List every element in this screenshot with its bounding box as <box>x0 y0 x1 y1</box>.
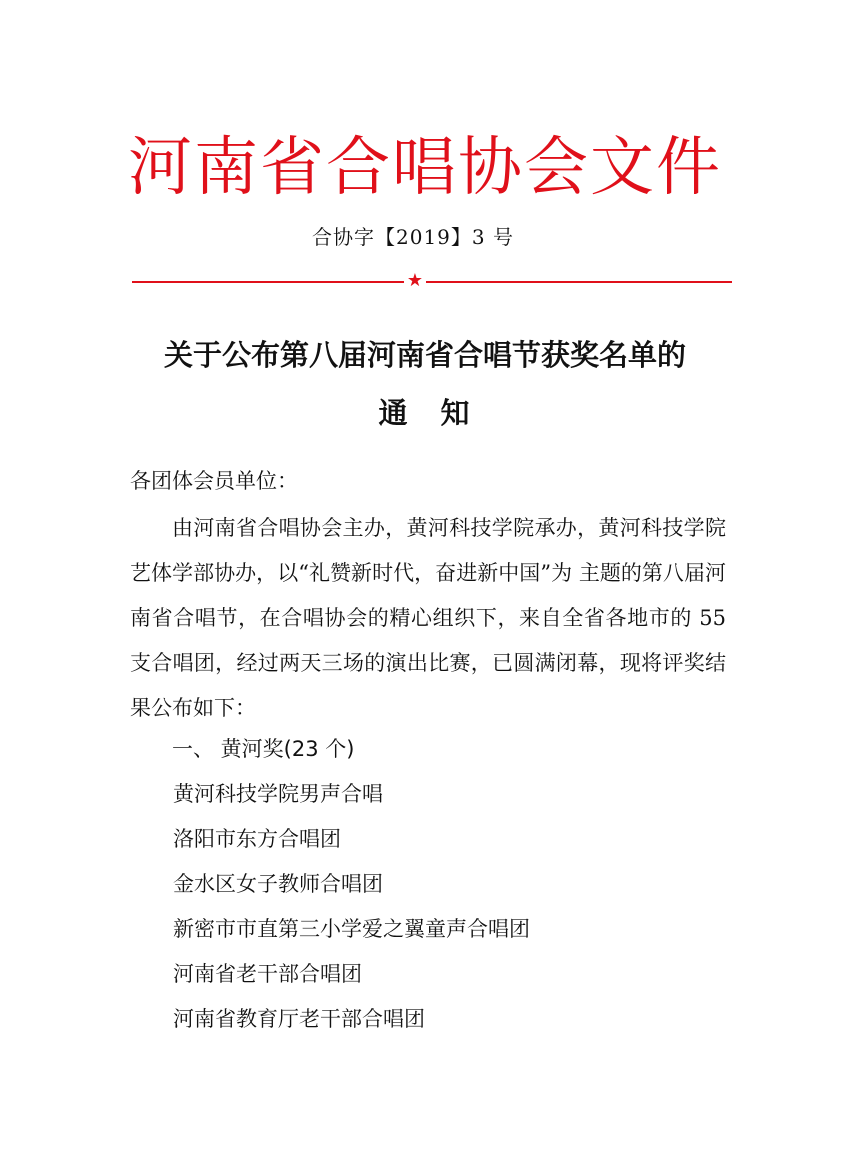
salutation: 各团体会员单位： <box>130 469 298 493</box>
body-paragraph: 由河南省合唱协会主办，黄河科技学院承办，黄河科技学院艺体学部协办，以“礼赞新时代，奋进新中国”为 主题的第八届河南省合唱节，在合唱协会的精心组织下，来自全省各地市的 55 支合唱团，经过两天三场的演出比赛，已圆满闭幕，现将评奖结果公布如下： <box>130 516 726 720</box>
notice-title-line1: 关于公布第八届河南省合唱节获奖名单的 <box>163 338 686 372</box>
section-heading-huanghe-award: 一、 黄河奖(23 个) <box>172 737 355 761</box>
notice-title-line2: 通 知 <box>378 396 472 430</box>
list-item: 洛阳市东方合唱团 <box>173 827 341 851</box>
list-item: 新密市市直第三小学爱之翼童声合唱团 <box>173 917 530 941</box>
star-icon: ★ <box>406 270 424 291</box>
list-item: 黄河科技学院男声合唱 <box>173 782 383 806</box>
list-item: 河南省老干部合唱团 <box>173 962 362 986</box>
header-divider-right <box>426 281 732 283</box>
list-item: 河南省教育厅老干部合唱团 <box>173 1007 425 1031</box>
document-number: 合协字【2019】3 号 <box>312 225 514 249</box>
list-item: 金水区女子教师合唱团 <box>173 872 383 896</box>
winner-list <box>173 779 530 1049</box>
document-header-title: 河南省合唱协会文件 <box>128 131 722 205</box>
header-divider-left <box>132 281 404 283</box>
